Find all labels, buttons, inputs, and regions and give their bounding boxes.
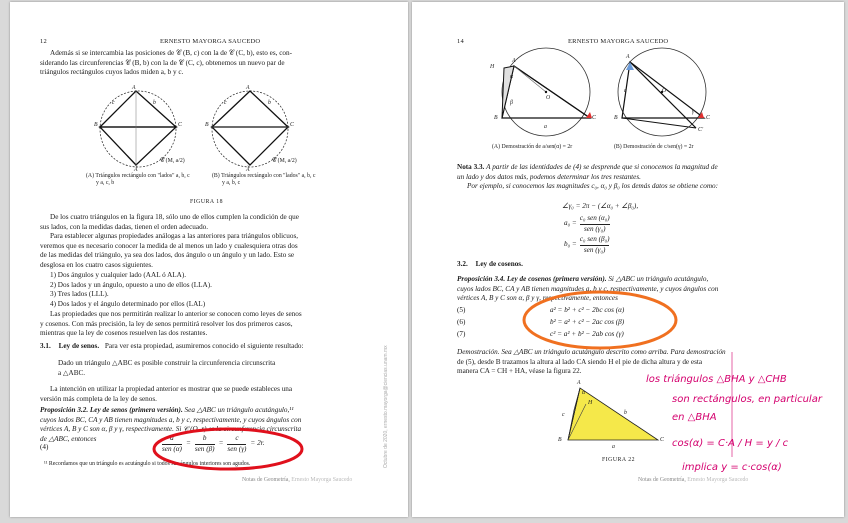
circle-label: 𝒞 (M, a/2) bbox=[160, 158, 185, 164]
vertex-label: A bbox=[132, 85, 136, 91]
side-label: c bbox=[224, 100, 227, 106]
side-label: c bbox=[112, 100, 115, 106]
figure-caption-b: (B) Triángulos rectángulo con "lados" a, b, c y a, b, c bbox=[212, 173, 316, 186]
vertex-label: A bbox=[626, 54, 630, 60]
side-label: b bbox=[624, 410, 627, 416]
handwriting-line: son rectángulos, en particular bbox=[672, 394, 822, 405]
equation-4: a sen (α) = b sen (β) = c sen (γ) = 2r. bbox=[162, 434, 265, 453]
equation-6-number: (6) bbox=[457, 318, 466, 326]
figure-22 bbox=[560, 384, 670, 446]
running-head: ERNESTO MAYORGA SAUCEDO bbox=[160, 38, 261, 45]
side-label: a bbox=[612, 444, 615, 450]
equation-5-number: (5) bbox=[457, 306, 466, 314]
vertex-label: H bbox=[490, 64, 495, 70]
paragraph: Además si se intercambia las posiciones de 𝒞 (B, c) con la de 𝒞 (C, b), esto es, con- siderando las circunferencias 𝒞 (B, b) con la de 𝒞 (C, c), obtenemos un nuevo par de triángulos rectángulos cuyos lados miden a, b y c. bbox=[40, 49, 293, 77]
figure-caption-a: (A) Triángulos rectángulo con "lados" a, b, c y a, c, b bbox=[86, 173, 190, 186]
section-heading: 3.1. Ley de senos. Para ver esta propiedad, asumiremos conocido el siguiente resultado: bbox=[40, 342, 304, 350]
side-label: c bbox=[624, 88, 627, 94]
center-label: O bbox=[662, 88, 667, 94]
proposition-3-4: Proposición 3.4. Ley de cosenos (primera versión). Si △ABC un triángulo acutángulo, cuyos lados BC, CA y AB tienen magnitudes a, b y c, respectivamente, y cuyos ángulos con vértices A, B y C son α, β y γ, respectivamente, entonces bbox=[457, 275, 719, 303]
case-list bbox=[50, 271, 212, 309]
nota-3-3: Nota 3.3. A partir de las identidades de (4) se desprende que si conocemos la magnitud de un lado y dos datos más, podemos determinar los tres restantes. Por ejemplo, si conocemos las magnitudes c₀, α₀ y β₀ los demás datos se obtiene como: bbox=[457, 163, 718, 191]
vertex-label: A bbox=[512, 58, 516, 64]
angle-label: α bbox=[510, 74, 514, 80]
figure-a bbox=[492, 46, 602, 138]
equation-5: a² = b² + c² − 2bc cos (α) bbox=[550, 306, 625, 314]
side-label: b bbox=[268, 100, 271, 106]
angle-label: α bbox=[582, 390, 586, 396]
equation-b0: b₀ = c₀ sen (β₀) sen (γ₀) bbox=[564, 235, 610, 254]
circle-label: 𝒞 (M, a/2) bbox=[272, 158, 297, 164]
vertex-label: B bbox=[205, 122, 209, 128]
paragraph: La intención en utilizar la propiedad anterior es mostrar que se puede estableces una versión más completa de la ley de senos. bbox=[40, 385, 293, 403]
vertex-label: H bbox=[588, 400, 593, 406]
handwriting-line: en △BHA bbox=[672, 412, 717, 423]
angle-label: β bbox=[510, 100, 513, 106]
vertex-label: A bbox=[246, 85, 250, 91]
page-footer: Notas de Geometría, Ernesto Mayorga Saucedo bbox=[242, 477, 353, 483]
vertex-label: C bbox=[706, 115, 710, 121]
side-label: b bbox=[153, 100, 156, 106]
figure-title: FIGURA 18 bbox=[190, 199, 224, 205]
list-item: 1) Dos ángulos y cualquier lado (AAL ó ALA). bbox=[50, 271, 187, 279]
center-label: O bbox=[546, 95, 551, 101]
vertex-label: A bbox=[577, 380, 581, 386]
equation-6: b² = a² + c² − 2ac cos (β) bbox=[550, 318, 625, 326]
footnote: ¹¹ Recordamos que un triángulo es acutángulo si todos sus ángulos interiores son agudos. bbox=[44, 461, 251, 467]
figure-18-b bbox=[210, 87, 320, 167]
figure-caption-b: (B) Demostración de c/sen(γ) = 2r bbox=[614, 144, 694, 150]
vertex-label: C bbox=[290, 122, 294, 128]
vertex-label: C′ bbox=[698, 127, 704, 133]
equation-number: (4) bbox=[40, 443, 49, 451]
figure-18-a bbox=[98, 87, 208, 167]
side-label: a bbox=[544, 124, 547, 130]
vertex-label: B bbox=[614, 115, 618, 121]
right-page bbox=[412, 2, 844, 517]
vertex-label: C bbox=[592, 115, 596, 121]
page-footer: Notas de Geometría, Ernesto Mayorga Saucedo bbox=[638, 477, 749, 483]
equation-gamma: ∠γ₀ = 2π − (∠α₀ + ∠β₀), bbox=[562, 202, 639, 210]
left-page bbox=[10, 2, 408, 517]
handwriting-line: cos(α) = C·A / H = y / c bbox=[672, 438, 789, 449]
assumed-fact: Dado un triángulo △ABC es posible construir la circunferencia circunscrita a △ABC. bbox=[58, 359, 276, 377]
equation-7-number: (7) bbox=[457, 330, 466, 338]
paragraph: De los cuatro triángulos en la figura 18, sólo uno de ellos cumplen la condición de que sus lados, con la medidas dadas, tienen el orden adecuado. Para establecer algunas propiedades análogas a las anteriores para triángulos oblicuos, veremos que es necesario conocer la medida de al menos un lado y cualesquiera otras dos de las medidas del triángulo, ya sea dos lados, dos ángulo o un ángulo y un lado. Esto se desglosa en los cuatro casos siguientes. bbox=[40, 213, 299, 269]
running-head: ERNESTO MAYORGA SAUCEDO bbox=[568, 38, 669, 45]
angle-label: γ bbox=[692, 109, 695, 115]
handwriting-line: los triángulos △BHA y △CHB bbox=[646, 374, 787, 385]
equation-a0: a₀ = c₀ sen (α₀) sen (γ₀) bbox=[564, 214, 610, 233]
paragraph: Las propiedades que nos permitirán realizar lo anterior se conocen como leyes de senos y cosenos. Con más precisión, la ley de senos permitirá resolver los dos primeros casos, mientras que la ley de cosenos resuelven las dos restantes. bbox=[40, 310, 302, 338]
equation-7: c² = a² + b² − 2ab cos (γ) bbox=[550, 330, 624, 338]
vertex-label: B bbox=[558, 437, 562, 443]
vertex-label: Ã bbox=[246, 167, 250, 173]
margin-note: Octubre de 2020, ernesto.mayorga@ciencias.unam.mx bbox=[383, 345, 389, 468]
list-item: 3) Tres lados (LLL). bbox=[50, 290, 109, 299]
figure-title: FIGURA 22 bbox=[602, 457, 636, 463]
vertex-label: C bbox=[660, 437, 664, 443]
list-item: 2) Dos lados y un ángulo, opuesto a uno de ellos (LLA). bbox=[50, 280, 212, 289]
handwriting-line: implica y = c·cos(α) bbox=[682, 462, 782, 473]
list-item: 4) Dos lados y el ángulo determinado por ellos (LAL) bbox=[50, 299, 206, 308]
vertex-label: B bbox=[494, 115, 498, 121]
proposition-3-2: Proposición 3.2. Ley de senos (primera versión). Sea △ABC un triángulo acutángulo,¹¹ cuyos lados BC, CA y AB tienen magnitudes a, b y c, respectivamente, y cuyos ángulos con vértices A, B y C son α, β y γ, respectivamente. Si 𝒞 (O, r) es la circunferencia circunscrita de △ABC, entonces bbox=[40, 406, 302, 443]
section-heading: 3.2. Ley de cosenos. bbox=[457, 260, 523, 268]
page-number: 12 bbox=[40, 38, 47, 45]
vertex-label: B bbox=[94, 122, 98, 128]
vertex-label: Ã bbox=[134, 167, 138, 173]
proof: Demostración. Sea △ABC un triángulo acutángulo descrito como arriba. Para demostración de (5), desde B trazamos la altura al lado CA siendo H el pie de dicha altura y de esta manera CA = CH + HA, véase la figura 22. bbox=[457, 348, 726, 376]
side-label: c bbox=[562, 412, 565, 418]
page-number: 14 bbox=[457, 38, 464, 45]
figure-caption-a: (A) Demostración de a/sen(α) = 2r bbox=[492, 144, 573, 150]
vertex-label: C bbox=[178, 122, 182, 128]
